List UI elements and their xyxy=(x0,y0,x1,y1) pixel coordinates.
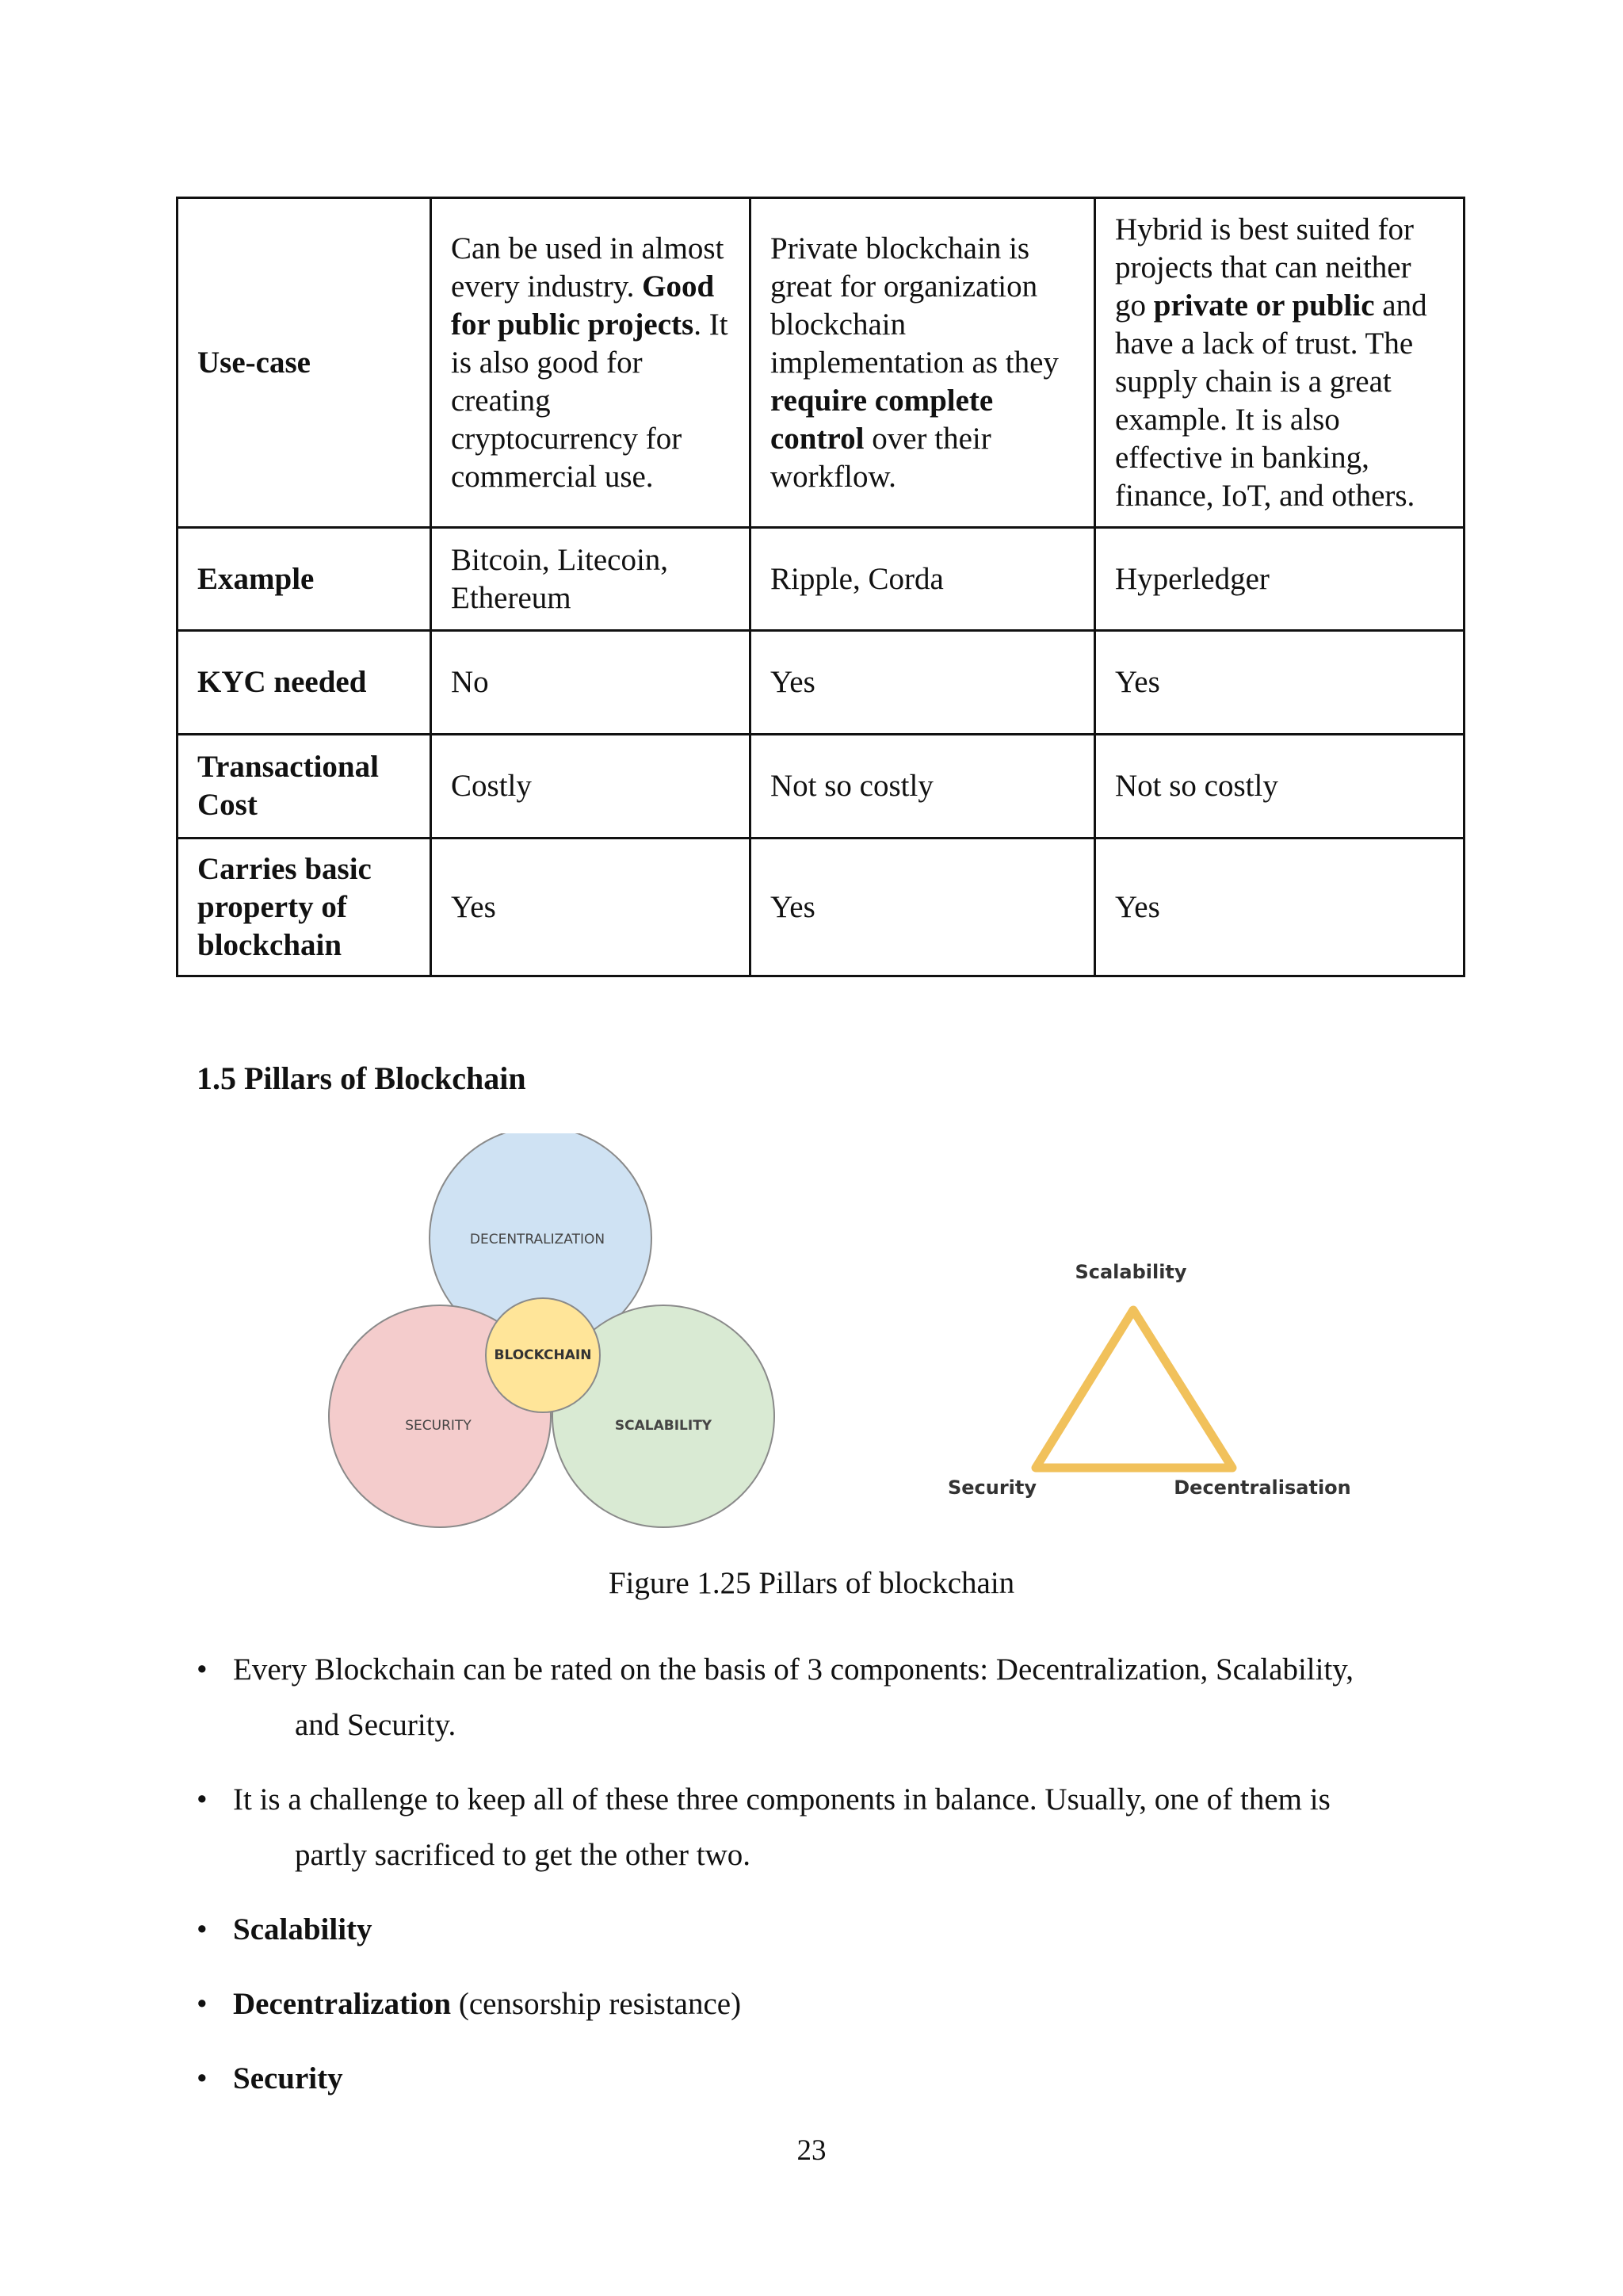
bullet-bold-term: Decentralization xyxy=(233,1987,452,2021)
section-title: 1.5 Pillars of Blockchain xyxy=(197,1060,526,1096)
table-cell-hybrid xyxy=(1095,631,1465,735)
table-cell-hybrid xyxy=(1095,198,1465,528)
cell-text: Ripple, Corda xyxy=(770,561,944,596)
table-cell-private xyxy=(750,735,1095,839)
cell-text: Not so costly xyxy=(1115,769,1278,803)
list-item xyxy=(197,1902,1496,1958)
cell-text: Yes xyxy=(770,889,815,924)
list-item xyxy=(197,2051,1496,2107)
cell-text: Yes xyxy=(1115,889,1160,924)
table-cell-public xyxy=(431,528,750,631)
cell-text: . It is also good for creating cryptocurrency for commercial use. xyxy=(451,307,728,494)
list-item xyxy=(197,1642,1496,1753)
list-item xyxy=(197,1977,1496,2032)
bullet-bold-term: Security xyxy=(233,2061,343,2095)
venn-label-left: SECURITY xyxy=(405,1418,472,1434)
table-cell-public xyxy=(431,631,750,735)
bullet-bold-term: Scalability xyxy=(233,1912,372,1946)
table-row xyxy=(178,839,1465,976)
table-cell-public xyxy=(431,839,750,976)
triangle-shape xyxy=(1036,1310,1232,1468)
cell-text: Private blockchain is great for organization blockchain implementation as they xyxy=(770,231,1059,380)
row-header: KYC needed xyxy=(178,631,431,735)
cell-text: Hyperledger xyxy=(1115,561,1270,596)
table-row xyxy=(178,528,1465,631)
table-cell-public xyxy=(431,735,750,839)
table-cell-private xyxy=(750,198,1095,528)
table-body xyxy=(178,198,1465,976)
bullet-dot: • xyxy=(197,1987,208,2021)
table-row xyxy=(178,631,1465,735)
cell-bold-text: require complete control xyxy=(770,383,994,456)
bullet-text: It is a challenge to keep all of these three components in balance. Usually, one of them is xyxy=(233,1782,1331,1817)
bullet-continuation: partly sacrificed to get the other two. xyxy=(295,1838,751,1872)
triangle-label-left: Security xyxy=(947,1477,1037,1499)
table-cell-hybrid xyxy=(1095,839,1465,976)
bullet-dot: • xyxy=(197,1912,208,1946)
comparison-table xyxy=(176,197,1465,977)
cell-text: Hybrid is best suited for projects that can neither go xyxy=(1115,212,1414,323)
row-header: Carries basic property of blockchain xyxy=(178,839,431,976)
bullet-dot: • xyxy=(197,1652,208,1687)
bullet-text: Every Blockchain can be rated on the basis of 3 components: Decentralization, Scalability, xyxy=(233,1652,1354,1687)
venn-label-right: SCALABILITY xyxy=(614,1418,712,1434)
cell-text: Bitcoin, Litecoin, Ethereum xyxy=(451,542,669,615)
table-row xyxy=(178,735,1465,839)
cell-text: Yes xyxy=(1115,665,1160,699)
page-number: 23 xyxy=(796,2134,827,2167)
row-header: Example xyxy=(178,528,431,631)
cell-text: Can be used in almost every industry. xyxy=(451,231,724,304)
bullet-dot: • xyxy=(197,2061,208,2095)
venn-label-center: BLOCKCHAIN xyxy=(494,1347,592,1363)
bullet-list xyxy=(197,1642,1496,2126)
table-cell-hybrid xyxy=(1095,735,1465,839)
table-cell-public xyxy=(431,198,750,528)
row-header: Transactional Cost xyxy=(178,735,431,839)
cell-text: Costly xyxy=(451,769,532,803)
cell-text: Yes xyxy=(451,889,496,924)
figure-caption: Figure 1.25 Pillars of blockchain xyxy=(608,1566,1015,1600)
cell-text: No xyxy=(451,665,489,699)
list-item xyxy=(197,1772,1496,1883)
cell-text: and have a lack of trust. The supply chain is a great example. It is also effective in banking, finance, IoT, and others. xyxy=(1115,288,1427,513)
table-cell-private xyxy=(750,631,1095,735)
trilemma-triangle xyxy=(935,1252,1379,1506)
cell-text: Yes xyxy=(770,665,815,699)
venn-diagram xyxy=(321,1133,781,1545)
bullet-rest: (censorship resistance) xyxy=(451,1987,742,2021)
bullet-dot: • xyxy=(197,1782,208,1817)
triangle-label-top: Scalability xyxy=(1075,1261,1187,1283)
cell-bold-text: private or public xyxy=(1153,288,1375,323)
triangle-label-right: Decentralisation xyxy=(1174,1477,1351,1499)
row-header: Use-case xyxy=(178,198,431,528)
table-row xyxy=(178,198,1465,528)
table-cell-private xyxy=(750,839,1095,976)
table-cell-private xyxy=(750,528,1095,631)
cell-text: Not so costly xyxy=(770,769,934,803)
bullet-continuation: and Security. xyxy=(295,1708,456,1742)
venn-label-top: DECENTRALIZATION xyxy=(469,1232,605,1247)
cell-text: over their workflow. xyxy=(770,421,991,494)
cell-bold-text: Good for public projects xyxy=(451,269,715,342)
table-cell-hybrid xyxy=(1095,528,1465,631)
